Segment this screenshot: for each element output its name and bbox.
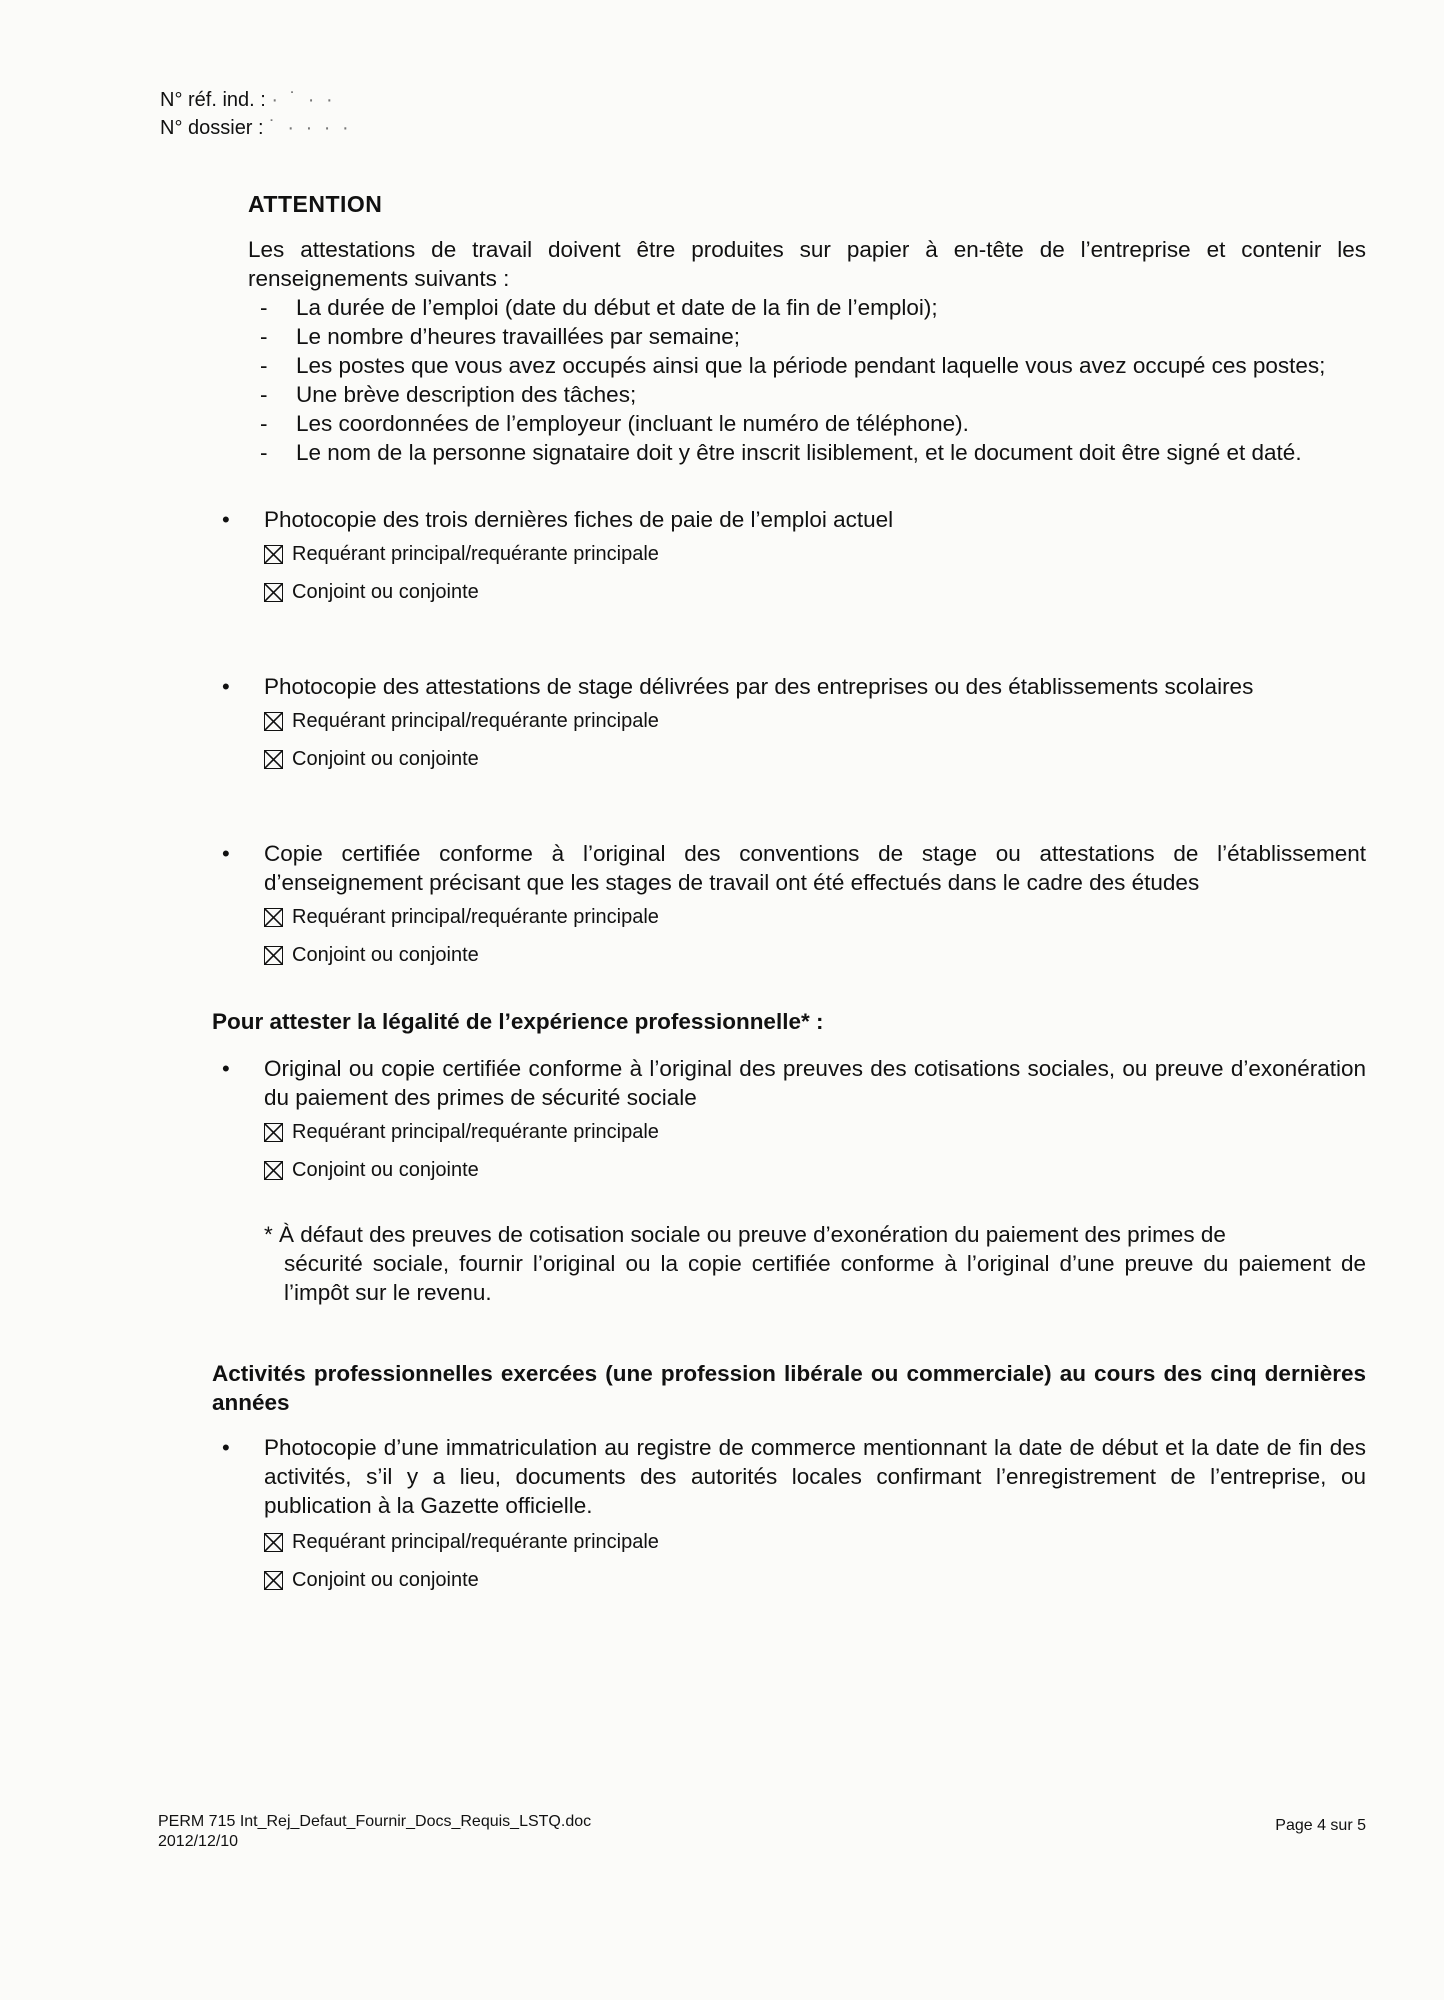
- bullet-text: [212, 1054, 1366, 1112]
- reference-block: [160, 86, 352, 142]
- bullet-icon: •: [222, 1435, 230, 1460]
- bullet-text: [212, 1433, 1366, 1520]
- checkbox-label: Conjoint ou conjointe: [292, 944, 479, 966]
- activities-item-text: Photocopie d’une immatriculation au registre de commerce mentionnant la date de début et la date de fin des activités, s’il y a lieu, documents des autorités locales confirmant l’enregistrement de l’entreprise, ou publication à la Gazette officielle.: [264, 1435, 1366, 1518]
- document-text: Photocopie des attestations de stage délivrées par des entreprises ou des établissements scolaires: [264, 674, 1254, 699]
- attention-item: - Le nombre d’heures travaillées par semaine;: [260, 324, 740, 349]
- checkbox-label: Requérant principal/requérante principale: [292, 543, 659, 565]
- checkbox-row-spouse[interactable]: [212, 1158, 1366, 1182]
- checkbox-row-principal[interactable]: [212, 1120, 1366, 1144]
- bullet-icon: •: [222, 1056, 230, 1081]
- attention-item-text: Le nombre d’heures travaillées par semaine;: [296, 324, 740, 349]
- checkbox-row-principal[interactable]: [212, 709, 1366, 733]
- checkbox-row-principal[interactable]: [212, 542, 1366, 566]
- document-text: Photocopie des trois dernières fiches de paie de l’emploi actuel: [264, 507, 894, 532]
- dossier-label: N° dossier :: [160, 117, 264, 139]
- attention-intro: Les attestations de travail doivent être produites sur papier à en-tête de l’entreprise et contenir les renseignements suivants :: [248, 237, 1366, 291]
- redacted-value: · ˙ · ·: [271, 89, 336, 111]
- checkbox-row-spouse[interactable]: [212, 747, 1366, 771]
- redacted-value: ˙ · · · ·: [269, 117, 352, 139]
- checkbox-label: Conjoint ou conjointe: [292, 1159, 479, 1181]
- checkbox-label: Conjoint ou conjointe: [292, 1569, 479, 1591]
- legality-heading: Pour attester la légalité de l’expérience professionnelle* :: [212, 1009, 824, 1034]
- document-item-payslips: [212, 505, 1366, 604]
- checkbox-row-spouse[interactable]: [212, 943, 1366, 967]
- footer-left: [158, 1812, 591, 1852]
- checkbox-label: Conjoint ou conjointe: [292, 581, 479, 603]
- checkbox-row-spouse[interactable]: [212, 1568, 1366, 1592]
- footnote-first-line: * À défaut des preuves de cotisation sociale ou preuve d’exonération du paiement des primes de: [264, 1222, 1226, 1247]
- footer-filename: PERM 715 Int_Rej_Defaut_Fournir_Docs_Requis_LSTQ.doc: [158, 1813, 592, 1830]
- document-text: Copie certifiée conforme à l’original des conventions de stage ou attestations de l’établissement d’enseignement précisant que les stages de travail ont été effectués dans le cadre des études: [264, 841, 1366, 895]
- attention-item-text: Une brève description des tâches;: [296, 382, 637, 407]
- checked-box-icon[interactable]: [264, 1161, 283, 1180]
- attention-list: [212, 293, 1366, 467]
- legality-footnote: [212, 1220, 1366, 1307]
- main-content: [212, 190, 1366, 1592]
- footnote-rest: sécurité sociale, fournir l’original ou la copie certifiée conforme à l’original d’une preuve du paiement de l’impôt sur le revenu.: [284, 1251, 1366, 1305]
- checked-box-icon[interactable]: [264, 1123, 283, 1142]
- attention-item-text: Les coordonnées de l’employeur (incluant le numéro de téléphone).: [296, 411, 969, 436]
- checked-box-icon[interactable]: [264, 1533, 283, 1552]
- checkbox-row-principal[interactable]: [212, 905, 1366, 929]
- attention-item-text: Les postes que vous avez occupés ainsi que la période pendant laquelle vous avez occupé ces postes;: [296, 353, 1326, 378]
- bullet-text: [212, 839, 1366, 897]
- legality-section: [212, 1007, 1366, 1307]
- checked-box-icon[interactable]: [264, 712, 283, 731]
- attention-item: - La durée de l’emploi (date du début et date de la fin de l’emploi);: [260, 295, 938, 320]
- attention-item: - Une brève description des tâches;: [260, 382, 637, 407]
- checkbox-label: Requérant principal/requérante principale: [292, 1531, 659, 1553]
- checkbox-row-principal[interactable]: [212, 1530, 1366, 1554]
- checked-box-icon[interactable]: [264, 908, 283, 927]
- attention-item-text: Le nom de la personne signataire doit y être inscrit lisiblement, et le document doit être signé et daté.: [296, 440, 1302, 465]
- checked-box-icon[interactable]: [264, 545, 283, 564]
- checked-box-icon[interactable]: [264, 750, 283, 769]
- bullet-icon: •: [222, 841, 230, 866]
- checkbox-label: Requérant principal/requérante principale: [292, 710, 659, 732]
- checkbox-label: Requérant principal/requérante principale: [292, 1121, 659, 1143]
- bullet-icon: •: [222, 507, 230, 532]
- legality-item-text: Original ou copie certifiée conforme à l’original des preuves des cotisations sociales, ou preuve d’exonération du paiement des primes de sécurité sociale: [264, 1056, 1366, 1110]
- checkbox-label: Conjoint ou conjointe: [292, 748, 479, 770]
- page-number: Page 4 sur 5: [1275, 1817, 1366, 1834]
- document-item-internship-agreements: [212, 839, 1366, 967]
- checkbox-label: Requérant principal/requérante principale: [292, 906, 659, 928]
- footer-date: 2012/12/10: [158, 1833, 239, 1850]
- attention-item: - Les coordonnées de l’employeur (incluant le numéro de téléphone).: [260, 411, 969, 436]
- checked-box-icon[interactable]: [264, 1571, 283, 1590]
- ref-ind-label: N° réf. ind. :: [160, 89, 266, 111]
- attention-title: ATTENTION: [248, 191, 383, 217]
- checkbox-row-spouse[interactable]: [212, 580, 1366, 604]
- activities-section: [212, 1359, 1366, 1592]
- attention-item: - Le nom de la personne signataire doit y être inscrit lisiblement, et le document doit être signé et daté.: [260, 440, 1302, 465]
- bullet-text: [212, 672, 1366, 701]
- checked-box-icon[interactable]: [264, 583, 283, 602]
- document-item-internship-certificates: [212, 672, 1366, 771]
- attention-item: - Les postes que vous avez occupés ainsi que la période pendant laquelle vous avez occupé ces postes;: [260, 353, 1326, 378]
- attention-item-text: La durée de l’emploi (date du début et date de la fin de l’emploi);: [296, 295, 938, 320]
- checked-box-icon[interactable]: [264, 946, 283, 965]
- bullet-text: [212, 505, 1366, 534]
- bullet-icon: •: [222, 674, 230, 699]
- activities-heading: Activités professionnelles exercées (une profession libérale ou commerciale) au cours des cinq dernières années: [212, 1361, 1366, 1415]
